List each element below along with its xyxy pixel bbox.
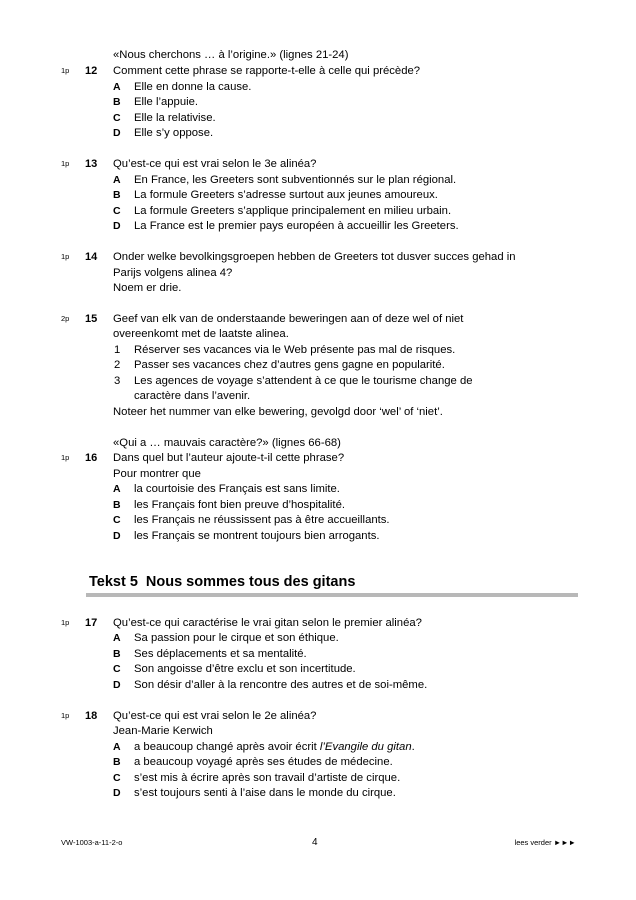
q13-option-d-letter: D [113,220,121,232]
q13-option-d: La France est le premier pays européen à accueillir les Greeters. [134,220,459,232]
q15-statement-2-num: 2 [114,359,121,371]
q17-points: 1p [61,618,70,627]
q18-option-c: s’est mis à écrire après son travail d’artiste de cirque. [134,772,401,784]
q18-number: 18 [85,710,98,722]
q12-intro: «Nous cherchons … à l’origine.» (lignes 21-24) [113,49,349,61]
q14-points: 1p [61,252,70,261]
q12-number: 12 [85,65,98,77]
q15-points: 2p [61,314,70,323]
q16-points: 1p [61,453,70,462]
section-divider [86,593,578,597]
q18-points: 1p [61,711,70,720]
q15-statement-2: Passer ses vacances chez d’autres gens gagne en popularité. [134,359,445,371]
q15-line-2: overeenkomt met de laatste alinea. [113,328,289,340]
q16-option-b-letter: B [113,499,121,511]
q12-points: 1p [61,66,70,75]
q13-option-b: La formule Greeters s’adresse surtout aux jeunes amoureux. [134,189,438,201]
q14-line-1: Onder welke bevolkingsgroepen hebben de Greeters tot dusver succes gehad in [113,251,516,263]
q12-option-a-letter: A [113,81,121,93]
q13-option-a: En France, les Greeters sont subventionnés sur le plan régional. [134,174,457,186]
q17-option-c-letter: C [113,663,121,675]
q18-option-b: a beaucoup voyagé après ses études de médecine. [134,756,393,768]
q16-option-a-letter: A [113,483,121,495]
q17-option-b-letter: B [113,648,121,660]
q13-option-c-letter: C [113,205,121,217]
q18-option-d: s’est toujours senti à l’aise dans le monde du cirque. [134,787,396,799]
q16-option-d: les Français se montrent toujours bien arrogants. [134,530,380,542]
q17-option-d: Son désir d’aller à la rencontre des autres et de soi-même. [134,679,428,691]
q17-option-d-letter: D [113,679,121,691]
q13-number: 13 [85,158,98,170]
q12-option-d: Elle s’y oppose. [134,127,214,139]
q15-number: 15 [85,313,98,325]
q16-question: Dans quel but l’auteur ajoute-t-il cette phrase? [113,452,345,464]
q17-option-a: Sa passion pour le cirque et son éthique. [134,632,339,644]
q18-option-d-letter: D [113,787,121,799]
section-label: Tekst 5 [89,574,138,590]
q16-option-b: les Français font bien preuve d’hospitalité. [134,499,345,511]
q14-number: 14 [85,251,98,263]
q17-number: 17 [85,617,98,629]
q14-line-2: Parijs volgens alinea 4? [113,267,233,279]
q18-option-a-book-title: l’Evangile du gitan [319,741,412,753]
q16-number: 16 [85,452,98,464]
section-title: Nous sommes tous des gitans [145,574,356,590]
q14-line-3: Noem er drie. [113,282,182,294]
q17-option-b: Ses déplacements et sa mentalité. [134,648,307,660]
footer-continue: lees verder ►►► [514,838,576,847]
q13-option-c: La formule Greeters s’applique principalement en milieu urbain. [134,205,452,217]
q15-statement-1-num: 1 [114,344,121,356]
footer-exam-code: VW-1003-a-11-2-o [61,838,123,847]
q13-points: 1p [61,159,70,168]
q12-option-d-letter: D [113,127,121,139]
q16-option-c: les Français ne réussissent pas à être accueillants. [134,514,390,526]
q17-option-a-letter: A [113,632,121,644]
q16-option-c-letter: C [113,514,121,526]
q12-question: Comment cette phrase se rapporte-t-elle à celle qui précède? [113,65,421,77]
q18-question: Qu’est-ce qui est vrai selon le 2e alinéa? [113,710,317,722]
q18-option-b-letter: B [113,756,121,768]
q13-option-a-letter: A [113,174,121,186]
q18-option-c-letter: C [113,772,121,784]
q17-question: Qu’est-ce qui caractérise le vrai gitan selon le premier alinéa? [113,617,422,629]
q15-statement-1: Réserver ses vacances via le Web présente pas mal de risques. [134,344,456,356]
q12-option-c: Elle la relativise. [134,112,216,124]
q18-option-a-period: . [411,741,415,753]
q18-stem: Jean-Marie Kerwich [113,725,213,737]
q12-option-b: Elle l’appuie. [134,96,199,108]
q18-option-a-letter: A [113,741,121,753]
q12-option-a: Elle en donne la cause. [134,81,252,93]
q12-option-b-letter: B [113,96,121,108]
q17-option-c: Son angoisse d’être exclu et son incertitude. [134,663,356,675]
q12-option-c-letter: C [113,112,121,124]
q18-option-a [134,740,415,754]
q16-intro: «Qui a … mauvais caractère?» (lignes 66-68) [113,437,341,449]
q16-stem: Pour montrer que [113,468,201,480]
q18-option-a-text: a beaucoup changé après avoir écrit [134,741,320,753]
q15-line-1: Geef van elk van de onderstaande beweringen aan of deze wel of niet [113,313,464,325]
q15-statement-3-line-1: Les agences de voyage s’attendent à ce que le tourisme change de [134,375,473,387]
section-heading [89,573,355,591]
footer-page-number: 4 [312,837,318,848]
q15-instruction: Noteer het nummer van elke bewering, gevolgd door ‘wel’ of ‘niet’. [113,406,443,418]
q13-option-b-letter: B [113,189,121,201]
q16-option-a: la courtoisie des Français est sans limite. [134,483,340,495]
q15-statement-3-line-2: caractère dans l’avenir. [134,390,251,402]
q16-option-d-letter: D [113,530,121,542]
q13-question: Qu’est-ce qui est vrai selon le 3e alinéa? [113,158,317,170]
q15-statement-3-num: 3 [114,375,121,387]
